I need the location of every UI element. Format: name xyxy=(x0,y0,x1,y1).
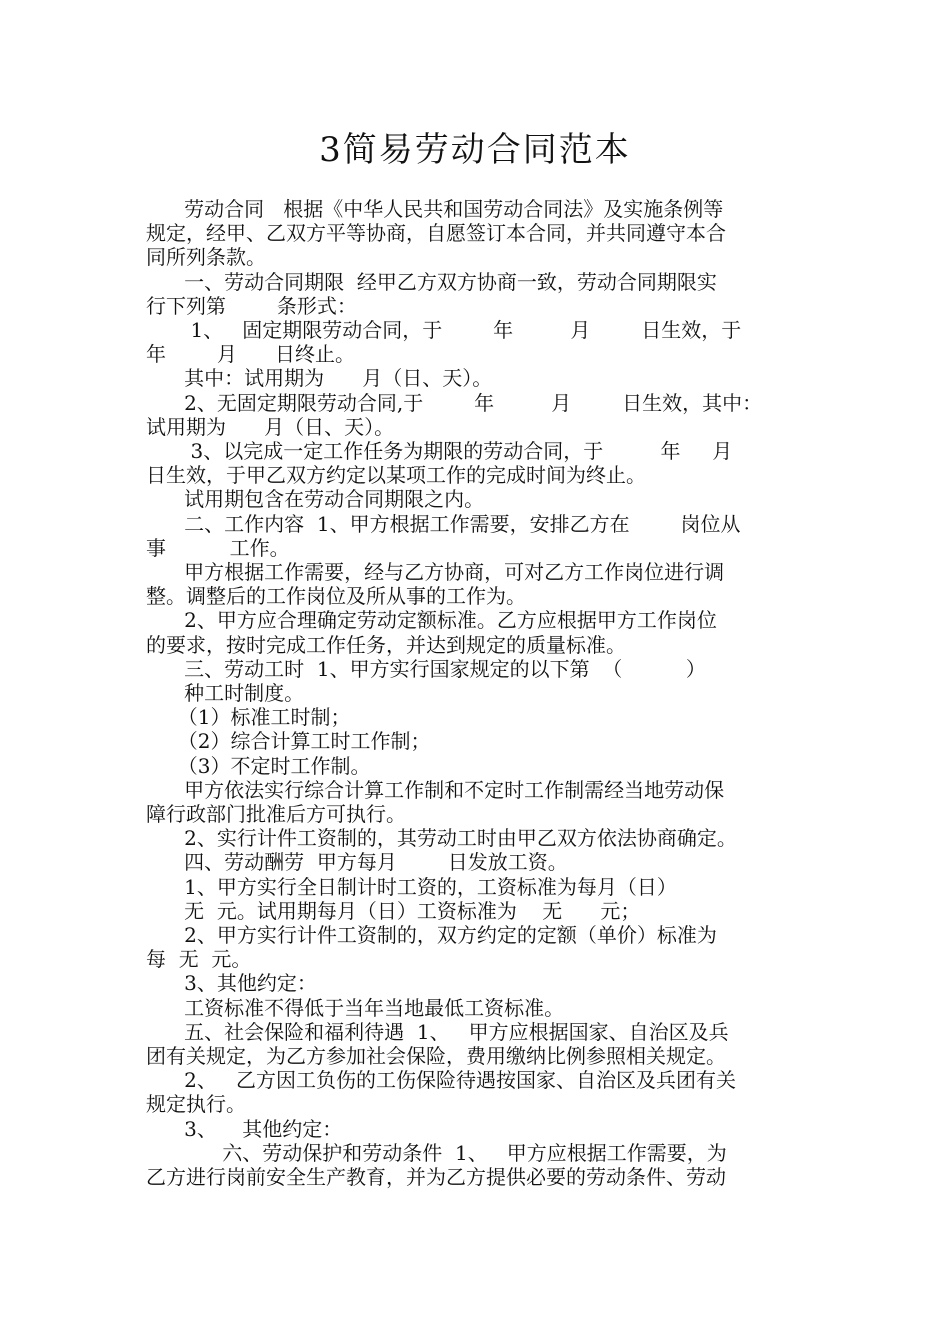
document-line: 同所列条款。 xyxy=(146,245,266,270)
document-line: 障行政部门批准后方可执行。 xyxy=(146,802,406,826)
document-line: 劳动合同 根据《中华人民共和国劳动合同法》及实施条例等 xyxy=(146,197,724,221)
document-line: 乙方进行岗前安全生产教育，并为乙方提供必要的劳动条件、劳动 xyxy=(146,1165,726,1189)
document-line: 团有关规定，为乙方参加社会保险，费用缴纳比例参照相关规定。 xyxy=(146,1044,726,1068)
document-line: 五、社会保险和福利待遇 1、 甲方应根据国家、自治区及兵 xyxy=(146,1019,729,1044)
document-line: 工资标准不得低于当年当地最低工资标准。 xyxy=(146,995,565,1020)
document-line: 一、劳动合同期限 经甲乙方双方协商一致，劳动合同期限实 xyxy=(146,269,717,294)
document-line: 其中：试用期为 月（日、天）。 xyxy=(146,366,493,391)
document-line: 试用期为 月（日、天）。 xyxy=(146,414,395,439)
document-line: 2、 乙方因工负伤的工伤保险待遇按国家、自治区及兵团有关 xyxy=(146,1068,736,1093)
document-line: 3、 其他约定： xyxy=(146,1116,343,1141)
document-line: （2）综合计算工时工作制； xyxy=(146,729,431,754)
document-line: 2、甲方应合理确定劳动定额标准。乙方应根据甲方工作岗位 xyxy=(146,608,717,633)
document-line: 甲方根据工作需要，经与乙方协商，可对乙方工作岗位进行调 xyxy=(146,560,725,584)
document-line: 2、无固定期限劳动合同,于 年 月 日生效，其中： xyxy=(146,390,763,415)
document-line: 规定，经甲、乙双方平等协商，自愿签订本合同，并共同遵守本合 xyxy=(146,221,726,246)
document-line: 1、甲方实行全日制计时工资的，工资标准为每月（日） xyxy=(146,874,677,899)
document-line: 甲方依法实行综合计算工作制和不定时工作制需经当地劳动保 xyxy=(146,777,725,802)
document-line: 试用期包含在劳动合同期限之内。 xyxy=(146,487,485,512)
document-line: 日生效，于甲乙双方约定以某项工作的完成时间为终止。 xyxy=(146,463,646,488)
document-line: 年 月 日终止。 xyxy=(146,342,356,367)
document-line: 3、其他约定： xyxy=(146,971,317,996)
document-line: 1、 固定期限劳动合同，于 年 月 日生效，于 xyxy=(146,318,742,342)
document-line: 每 无 元。 xyxy=(146,947,252,972)
document-line: 2、实行计件工资制的，其劳动工时由甲乙双方依法协商确定。 xyxy=(146,826,737,851)
document-line: 规定执行。 xyxy=(146,1092,246,1117)
document-line: 整。调整后的工作岗位及所从事的工作为。 xyxy=(146,584,526,609)
document-line: 2、甲方实行计件工资制的，双方约定的定额（单价）标准为 xyxy=(146,923,717,947)
document-line: 事 工作。 xyxy=(146,535,290,560)
document-line: 的要求，按时完成工作任务，并达到规定的质量标准。 xyxy=(146,632,626,657)
document-line: 四、劳动酬劳 甲方每月 日发放工资。 xyxy=(146,850,568,875)
document-line: 二、工作内容 1、甲方根据工作需要，安排乙方在 岗位从 xyxy=(146,511,741,536)
document-line: （1）标准工时制； xyxy=(146,705,351,730)
document-line: 三、劳动工时 1、甲方实行国家规定的以下第 （ ） xyxy=(146,656,706,681)
document-line: 无 元。试用期每月（日）工资标准为 无 元； xyxy=(146,898,641,923)
document-title: 3简易劳动合同范本 xyxy=(319,130,631,170)
document-line: 行下列第 条形式： xyxy=(146,293,357,318)
document-line: 种工时制度。 xyxy=(146,681,305,705)
document-line: 3、以完成一定工作任务为期限的劳动合同，于 年 月 xyxy=(146,439,733,463)
document-line: （3）不定时工作制。 xyxy=(146,753,371,778)
document-line: 六、劳动保护和劳动条件 1、 甲方应根据工作需要，为 xyxy=(146,1140,727,1165)
